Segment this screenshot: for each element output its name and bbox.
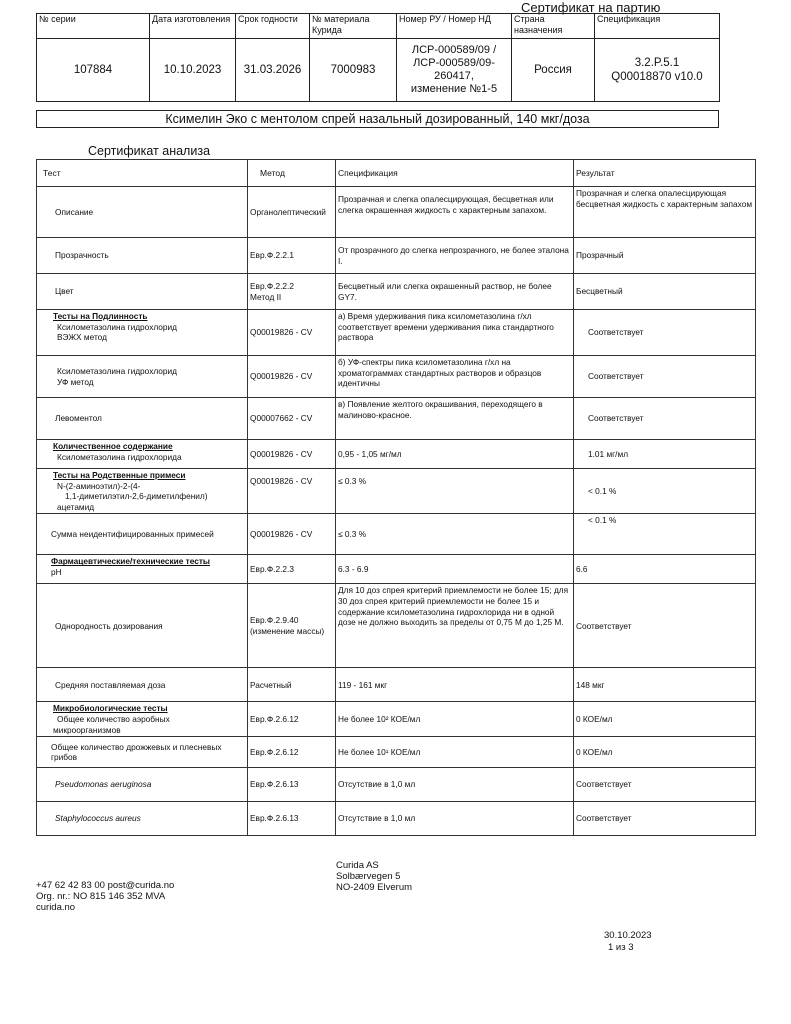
coa-test bbox=[37, 398, 248, 440]
coa-section-heading: Фармацевтические/технические тесты bbox=[51, 556, 211, 567]
coa-method: Евр.Ф.2.6.12 bbox=[248, 737, 336, 768]
coa-method: Q00019826 - CV bbox=[248, 356, 336, 398]
registration-line: ЛСР-000589/09 / bbox=[411, 44, 497, 56]
coa-method bbox=[248, 274, 336, 310]
coa-row-related-impurity bbox=[37, 469, 756, 514]
coa-result: Прозрачная и слегка опалесцирующая бесцветная жидкость с характерным запахом bbox=[574, 187, 756, 238]
batch-header-manufactured: Дата изготовления bbox=[150, 14, 236, 39]
coa-spec: Не более 10² КОЕ/мл bbox=[336, 702, 574, 737]
coa-section-heading: Тесты на Родственные примеси bbox=[53, 470, 186, 480]
batch-expiry: 31.03.2026 bbox=[236, 39, 310, 102]
coa-table bbox=[36, 159, 756, 836]
coa-row-description bbox=[37, 187, 756, 238]
batch-registration bbox=[397, 39, 512, 102]
coa-test bbox=[37, 768, 248, 802]
coa-spec: 0,95 - 1,05 мг/мл bbox=[336, 440, 574, 469]
coa-test bbox=[37, 514, 248, 555]
registration-line: ЛСР-000589/09- bbox=[413, 57, 495, 69]
coa-result-value: Соответствует bbox=[588, 327, 644, 338]
coa-section-heading: Тесты на Подлинность bbox=[53, 311, 148, 321]
coa-header-method-label: Метод bbox=[260, 167, 285, 178]
coa-result: Бесцветный bbox=[574, 274, 756, 310]
coa-title: Сертификат анализа bbox=[88, 144, 211, 158]
coa-result-value: 1.01 мг/мл bbox=[588, 448, 629, 459]
batch-header-specification: Спецификация bbox=[595, 14, 720, 39]
coa-row-ph bbox=[37, 555, 756, 584]
coa-method: Органолептический bbox=[248, 187, 336, 238]
coa-row-color bbox=[37, 274, 756, 310]
coa-header-method bbox=[248, 160, 336, 187]
contact-website: curida.no bbox=[36, 902, 76, 913]
coa-test bbox=[37, 802, 248, 836]
coa-test bbox=[37, 274, 248, 310]
coa-test-label: 1,1-диметилэтил-2,6-диметилфенил) bbox=[65, 491, 208, 502]
coa-spec: Отсутствие в 1,0 мл bbox=[336, 768, 574, 802]
coa-method-text: Q00019826 - CV bbox=[250, 476, 313, 486]
batch-series: 107884 bbox=[37, 39, 150, 102]
coa-row-pseudomonas bbox=[37, 768, 756, 802]
coa-spec: ≤ 0.3 % bbox=[336, 514, 574, 555]
coa-method-line: Евр.Ф.2.2.2 bbox=[250, 280, 294, 291]
batch-header-material: № материала Курида bbox=[310, 14, 397, 39]
coa-result-value: < 0.1 % bbox=[588, 485, 617, 496]
coa-result: 6.6 bbox=[574, 555, 756, 584]
coa-section-heading: Количественное содержание bbox=[53, 441, 173, 451]
coa-test-label: Pseudomonas aeruginosa bbox=[55, 779, 152, 790]
coa-test-label: Сумма неидентифицированных примесей bbox=[51, 529, 214, 540]
registration-line: изменение №1-5 bbox=[410, 83, 498, 95]
batch-material: 7000983 bbox=[310, 39, 397, 102]
specification-line: Q00018870 v10.0 bbox=[611, 71, 703, 83]
coa-row-aerobic-count bbox=[37, 702, 756, 737]
coa-result: Соответствует bbox=[574, 768, 756, 802]
coa-test-label: Средняя поставляемая доза bbox=[55, 679, 166, 690]
company-street: Solbærvegen 5 bbox=[336, 871, 401, 882]
coa-spec: 6.3 - 6.9 bbox=[336, 555, 574, 584]
coa-test bbox=[37, 668, 248, 702]
coa-result: Соответствует bbox=[574, 584, 756, 668]
coa-method bbox=[248, 469, 336, 514]
coa-spec: От прозрачного до слегка непрозрачного, не более эталона I. bbox=[336, 238, 574, 274]
company-name: Curida AS bbox=[336, 860, 379, 871]
coa-method bbox=[248, 584, 336, 668]
batch-header-country: Страна назначения bbox=[512, 14, 595, 39]
coa-spec bbox=[336, 469, 574, 514]
batch-header-registration: Номер РУ / Номер НД bbox=[397, 14, 512, 39]
coa-test-label: Однородность дозирования bbox=[55, 620, 163, 631]
coa-result bbox=[574, 440, 756, 469]
coa-test-label: микроорганизмов bbox=[53, 724, 121, 735]
coa-row-assay bbox=[37, 440, 756, 469]
coa-result bbox=[574, 514, 756, 555]
coa-spec bbox=[336, 187, 574, 238]
coa-result-value: Соответствует bbox=[588, 413, 644, 424]
coa-header-test: Тест bbox=[37, 160, 248, 187]
coa-method: Евр.Ф.2.2.3 bbox=[248, 555, 336, 584]
coa-test-label: Ксилометазолина гидрохлорид bbox=[57, 321, 177, 332]
batch-specification bbox=[595, 39, 720, 102]
coa-test-label: ацетамид bbox=[57, 501, 95, 512]
coa-row-clarity bbox=[37, 238, 756, 274]
coa-method-line: Евр.Ф.2.9.40 bbox=[250, 615, 299, 626]
coa-row-unidentified-impurities bbox=[37, 514, 756, 555]
contact-org-number: Org. nr.: NO 815 146 352 MVA bbox=[36, 891, 166, 902]
coa-result-value: < 0.1 % bbox=[588, 515, 617, 526]
coa-test-label: pH bbox=[51, 566, 62, 577]
coa-test bbox=[37, 702, 248, 737]
batch-header-expiry: Срок годности bbox=[236, 14, 310, 39]
coa-method-line: Метод II bbox=[250, 291, 282, 302]
coa-spec: Отсутствие в 1,0 мл bbox=[336, 802, 574, 836]
batch-country: Россия bbox=[512, 39, 595, 102]
coa-method: Евр.Ф.2.6.13 bbox=[248, 802, 336, 836]
coa-spec: 119 - 161 мкг bbox=[336, 668, 574, 702]
coa-spec: Для 10 доз спрея критерий приемлемости не более 15; для 30 доз спрея критерий приемлемости не более 15 и содержание ксилометазолина гидрохлорида ни в одной дозе не должно выходить за пределы от 0,75 М до 1,25 М. bbox=[336, 584, 574, 668]
coa-result bbox=[574, 398, 756, 440]
coa-method: Евр.Ф.2.6.12 bbox=[248, 702, 336, 737]
coa-spec: а) Время удерживания пика ксилометазолина г/хл соответствует времени удерживания пика стандартного раствора bbox=[336, 310, 574, 356]
page-number: 1 из 3 bbox=[608, 942, 634, 953]
coa-spec: в) Появление желтого окрашивания, переходящего в малиново-красное. bbox=[336, 398, 574, 440]
registration-line: 260417, bbox=[434, 70, 474, 82]
coa-header-spec: Спецификация bbox=[336, 160, 574, 187]
coa-spec: Бесцветный или слегка окрашенный раствор, не более GY7. bbox=[336, 274, 574, 310]
coa-row-levomenthol bbox=[37, 398, 756, 440]
coa-test bbox=[37, 187, 248, 238]
coa-result: 0 КОЕ/мл bbox=[574, 702, 756, 737]
coa-result bbox=[574, 356, 756, 398]
coa-row-staphylococcus bbox=[37, 802, 756, 836]
contact-phone-email: +47 62 42 83 00 post@curida.no bbox=[36, 880, 175, 891]
company-contact bbox=[36, 880, 174, 913]
coa-method: Q00019826 - CV bbox=[248, 514, 336, 555]
company-address bbox=[336, 860, 412, 893]
batch-header-series: № серии bbox=[37, 14, 150, 39]
coa-result: 148 мкг bbox=[574, 668, 756, 702]
coa-test-label: Ксилометазолина гидрохлорида bbox=[57, 451, 182, 462]
coa-header-result: Результат bbox=[574, 160, 756, 187]
batch-certificate-title: Сертификат на партию bbox=[521, 0, 661, 15]
coa-test-label: Описание bbox=[55, 206, 94, 217]
batch-table bbox=[36, 13, 720, 102]
batch-header-row bbox=[37, 14, 720, 39]
document-date: 30.10.2023 bbox=[604, 930, 652, 941]
coa-test bbox=[37, 356, 248, 398]
coa-test-label: N-(2-аминоэтил)-2-(4- bbox=[57, 480, 141, 491]
coa-result bbox=[574, 310, 756, 356]
coa-row-yeast-mold bbox=[37, 737, 756, 768]
coa-test bbox=[37, 440, 248, 469]
coa-test-label: Прозрачность bbox=[55, 250, 109, 261]
company-city: NO-2409 Elverum bbox=[336, 882, 413, 893]
coa-test-label: Левоментол bbox=[55, 413, 102, 424]
coa-test-label: Общее количество аэробных bbox=[57, 713, 170, 724]
batch-manufactured: 10.10.2023 bbox=[150, 39, 236, 102]
batch-values-row bbox=[37, 39, 720, 102]
coa-method-line: (изменение массы) bbox=[250, 625, 325, 636]
coa-test-label: Общее количество дрожжевых и плесневых грибов bbox=[51, 741, 222, 763]
product-name: Ксимелин Эко с ментолом спрей назальный дозированный, 140 мкг/доза bbox=[36, 110, 719, 128]
coa-test-label: Ксилометазолина гидрохлорид bbox=[57, 365, 177, 376]
coa-test bbox=[37, 310, 248, 356]
coa-result-value: Соответствует bbox=[588, 371, 644, 382]
coa-method: Расчетный bbox=[248, 668, 336, 702]
coa-header-row bbox=[37, 160, 756, 187]
coa-test bbox=[37, 555, 248, 584]
specification-line: 3.2.P.5.1 bbox=[634, 57, 680, 69]
coa-row-identity-uv bbox=[37, 356, 756, 398]
coa-result bbox=[574, 469, 756, 514]
coa-test-label: УФ метод bbox=[57, 376, 94, 387]
coa-spec: б) УФ-спектры пика ксилометазолина г/хл на хроматограммах стандартных растворов и образцов идентичны bbox=[336, 356, 574, 398]
coa-spec-text: ≤ 0.3 % bbox=[338, 476, 367, 486]
coa-result: Прозрачный bbox=[574, 238, 756, 274]
coa-test-label: Staphylococcus aureus bbox=[55, 813, 141, 824]
coa-method: Q00019826 - CV bbox=[248, 310, 336, 356]
coa-row-average-dose bbox=[37, 668, 756, 702]
coa-test-label: Цвет bbox=[55, 286, 74, 297]
coa-test-label: ВЭЖХ метод bbox=[57, 332, 107, 343]
coa-row-identity-hplc bbox=[37, 310, 756, 356]
coa-spec-text: Прозрачная и слегка опалесцирующая, бесцветная или слегка окрашенная жидкость с характерным запахом. bbox=[338, 194, 554, 215]
coa-method: Евр.Ф.2.2.1 bbox=[248, 238, 336, 274]
coa-test bbox=[37, 469, 248, 514]
coa-spec: Не более 10¹ КОЕ/мл bbox=[336, 737, 574, 768]
coa-section-heading: Микробиологические тесты bbox=[53, 703, 168, 714]
coa-method: Евр.Ф.2.6.13 bbox=[248, 768, 336, 802]
coa-test bbox=[37, 238, 248, 274]
coa-method: Q00019826 - CV bbox=[248, 440, 336, 469]
coa-test bbox=[37, 737, 248, 768]
coa-result: 0 КОЕ/мл bbox=[574, 737, 756, 768]
coa-method: Q00007662 - CV bbox=[248, 398, 336, 440]
coa-result: Соответствует bbox=[574, 802, 756, 836]
coa-test bbox=[37, 584, 248, 668]
coa-row-dose-uniformity bbox=[37, 584, 756, 668]
